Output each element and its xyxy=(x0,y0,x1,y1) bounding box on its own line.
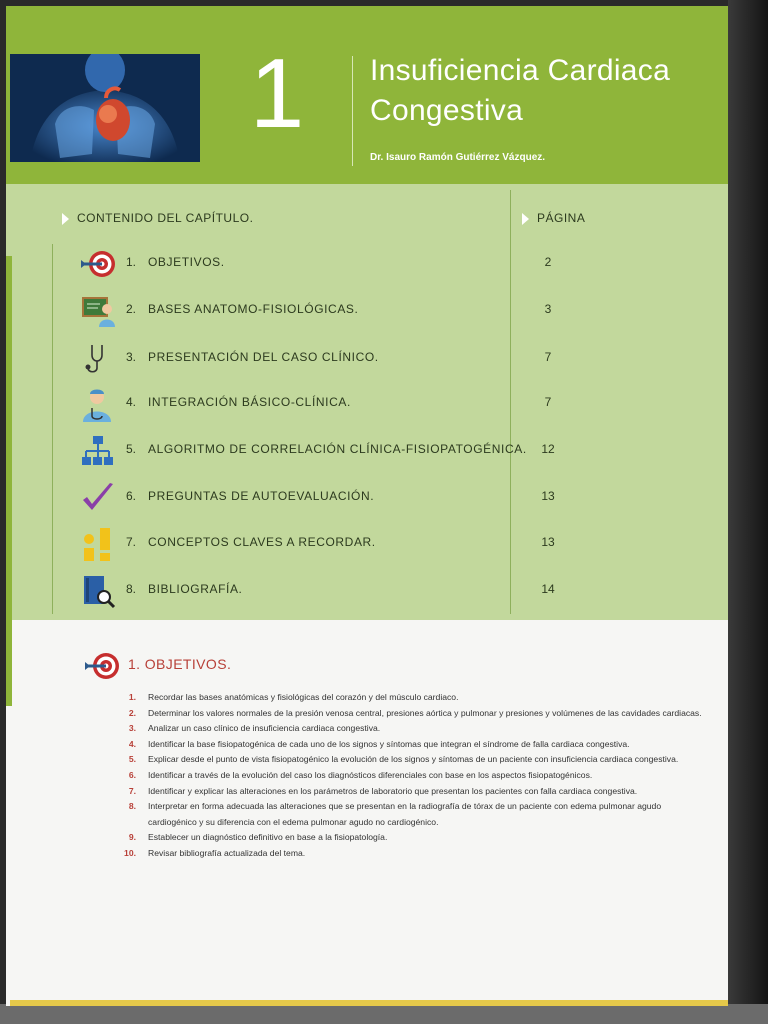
toc-item-conceptos[interactable] xyxy=(80,524,560,564)
book-search-icon xyxy=(80,573,116,609)
toc-item-label: OBJETIVOS. xyxy=(148,255,225,269)
objective-item xyxy=(116,846,706,862)
stethoscope-icon xyxy=(80,341,116,377)
chapter-title-line-1: Insuficiencia Cardiaca xyxy=(370,54,671,87)
objective-number: 10. xyxy=(124,847,136,858)
chapter-author: Dr. Isauro Ramón Gutiérrez Vázquez. xyxy=(370,152,546,163)
objective-item xyxy=(116,721,706,737)
target-icon xyxy=(84,648,120,684)
toc-item-number: 8. xyxy=(126,582,137,596)
toc-item-bibliografia[interactable] xyxy=(80,571,560,611)
objective-number: 6. xyxy=(128,769,136,780)
chapter-title-line-2: Congestiva xyxy=(370,94,524,127)
objective-text: Establecer un diagnóstico definitivo en base a la fisiopatología. xyxy=(148,832,388,843)
toc-item-algoritmo[interactable] xyxy=(80,431,560,471)
toc-item-page: 7 xyxy=(544,395,552,409)
doctor-icon xyxy=(80,386,116,422)
chapter-number: 1 xyxy=(249,38,305,148)
toc-item-number: 3. xyxy=(126,350,137,364)
toc-item-page: 7 xyxy=(544,350,552,364)
objective-text: Identificar a través de la evolución del caso los diagnósticos diferenciales con base en los aspectos fisiopatogénicos. xyxy=(148,769,593,780)
toc-item-page: 12 xyxy=(541,442,555,456)
checkmark-icon xyxy=(80,480,116,516)
contents-heading-text: CONTENIDO DEL CAPÍTULO. xyxy=(77,211,254,225)
heart-anatomy-image xyxy=(10,54,200,162)
toc-item-number: 2. xyxy=(126,302,137,316)
objective-item xyxy=(116,784,706,800)
arrow-right-icon xyxy=(522,213,529,225)
objective-item xyxy=(116,799,706,830)
toc-item-label: PRESENTACIÓN DEL CASO CLÍNICO. xyxy=(148,350,379,364)
left-column-divider xyxy=(52,244,53,614)
toc-item-preguntas[interactable] xyxy=(80,478,560,518)
toc-item-number: 7. xyxy=(126,535,137,549)
toc-item-label: BIBLIOGRAFÍA. xyxy=(148,582,243,596)
toc-item-label: BASES ANATOMO-FISIOLÓGICAS. xyxy=(148,302,359,316)
chapter-header xyxy=(6,6,728,184)
toc-item-page: 3 xyxy=(544,302,552,316)
book-page xyxy=(6,6,728,1006)
bottom-edge xyxy=(0,1004,768,1024)
objective-item xyxy=(116,690,706,706)
header-divider xyxy=(352,56,353,166)
toc-item-number: 4. xyxy=(126,395,137,409)
heart-anatomy-illustration xyxy=(10,54,200,162)
left-accent-bar xyxy=(6,256,12,706)
objective-text: Explicar desde el punto de vista fisiopatogénico la evolución de los signos y síntomas de un paciente con insuficiencia cardiaca congestiva. xyxy=(148,754,679,765)
objective-text: Revisar bibliografía actualizada del tema. xyxy=(148,847,306,858)
toc-item-page: 13 xyxy=(541,489,555,503)
objective-item xyxy=(116,706,706,722)
objective-item xyxy=(116,737,706,753)
toc-item-label: INTEGRACIÓN BÁSICO-CLÍNICA. xyxy=(148,395,351,409)
objective-number: 1. xyxy=(128,692,136,702)
objective-text: Interpretar en forma adecuada las alteraciones que se presentan en la radiografía de tórax de un paciente con edema pulmonar agudo cardiogénico y su diferencia con el edema pulmonar agudo no cardiogénico. xyxy=(148,801,662,827)
objective-number: 8. xyxy=(128,801,136,812)
objective-number: 3. xyxy=(128,723,136,734)
arrow-right-icon xyxy=(62,213,69,225)
teacher-blackboard-icon xyxy=(80,293,116,329)
toc-item-objetivos[interactable] xyxy=(80,244,560,284)
target-icon xyxy=(80,246,116,282)
page-edge-line xyxy=(10,1000,728,1006)
objective-item xyxy=(116,830,706,846)
objective-number: 2. xyxy=(128,707,136,718)
objective-number: 7. xyxy=(128,785,136,796)
exclamation-icon xyxy=(80,526,116,562)
book-gutter xyxy=(728,0,768,1024)
objective-text: Analizar un caso clínico de insuficiencia cardiaca congestiva. xyxy=(148,723,381,734)
toc-item-number: 5. xyxy=(126,442,137,456)
toc-item-integracion[interactable] xyxy=(80,384,560,424)
toc-item-page: 2 xyxy=(544,255,552,269)
objective-number: 9. xyxy=(128,832,136,843)
objective-item xyxy=(116,768,706,784)
objective-number: 5. xyxy=(128,754,136,765)
page-heading-text: PÁGINA xyxy=(537,211,586,225)
toc-item-number: 6. xyxy=(126,489,137,503)
toc-item-caso-clinico[interactable] xyxy=(80,339,560,379)
toc-item-label: CONCEPTOS CLAVES A RECORDAR. xyxy=(148,535,376,549)
objective-text: Identificar y explicar las alteraciones en los parámetros de laboratorio que presentan los pacientes con falla cardiaca congestiva. xyxy=(148,785,638,796)
toc-item-page: 13 xyxy=(541,535,555,549)
page-heading xyxy=(522,211,585,225)
toc-item-bases[interactable] xyxy=(80,291,560,331)
toc-item-label: PREGUNTAS DE AUTOEVALUACIÓN. xyxy=(148,489,375,503)
toc-item-page: 14 xyxy=(541,582,555,596)
objective-number: 4. xyxy=(128,738,136,749)
contents-heading xyxy=(62,211,253,225)
objective-text: Recordar las bases anatómicas y fisiológicas del corazón y del músculo cardiaco. xyxy=(148,692,459,702)
objectives-list xyxy=(116,690,706,862)
objective-item xyxy=(116,752,706,768)
objective-text: Identificar la base fisiopatogénica de cada uno de los signos y síntomas que integran el síndrome de falla cardiaca congestiva. xyxy=(148,738,630,749)
toc-item-label: ALGORITMO DE CORRELACIÓN CLÍNICA-FISIOPATOGÉNICA. xyxy=(148,442,527,456)
objective-text: Determinar los valores normales de la presión venosa central, presiones aórtica y pulmonar y presiones y volúmenes de las cavidades cardiacas. xyxy=(148,707,702,718)
algorithm-chart-icon xyxy=(80,433,116,469)
toc-item-number: 1. xyxy=(126,255,137,269)
objectives-title: 1. OBJETIVOS. xyxy=(128,656,232,672)
table-of-contents xyxy=(6,184,728,620)
